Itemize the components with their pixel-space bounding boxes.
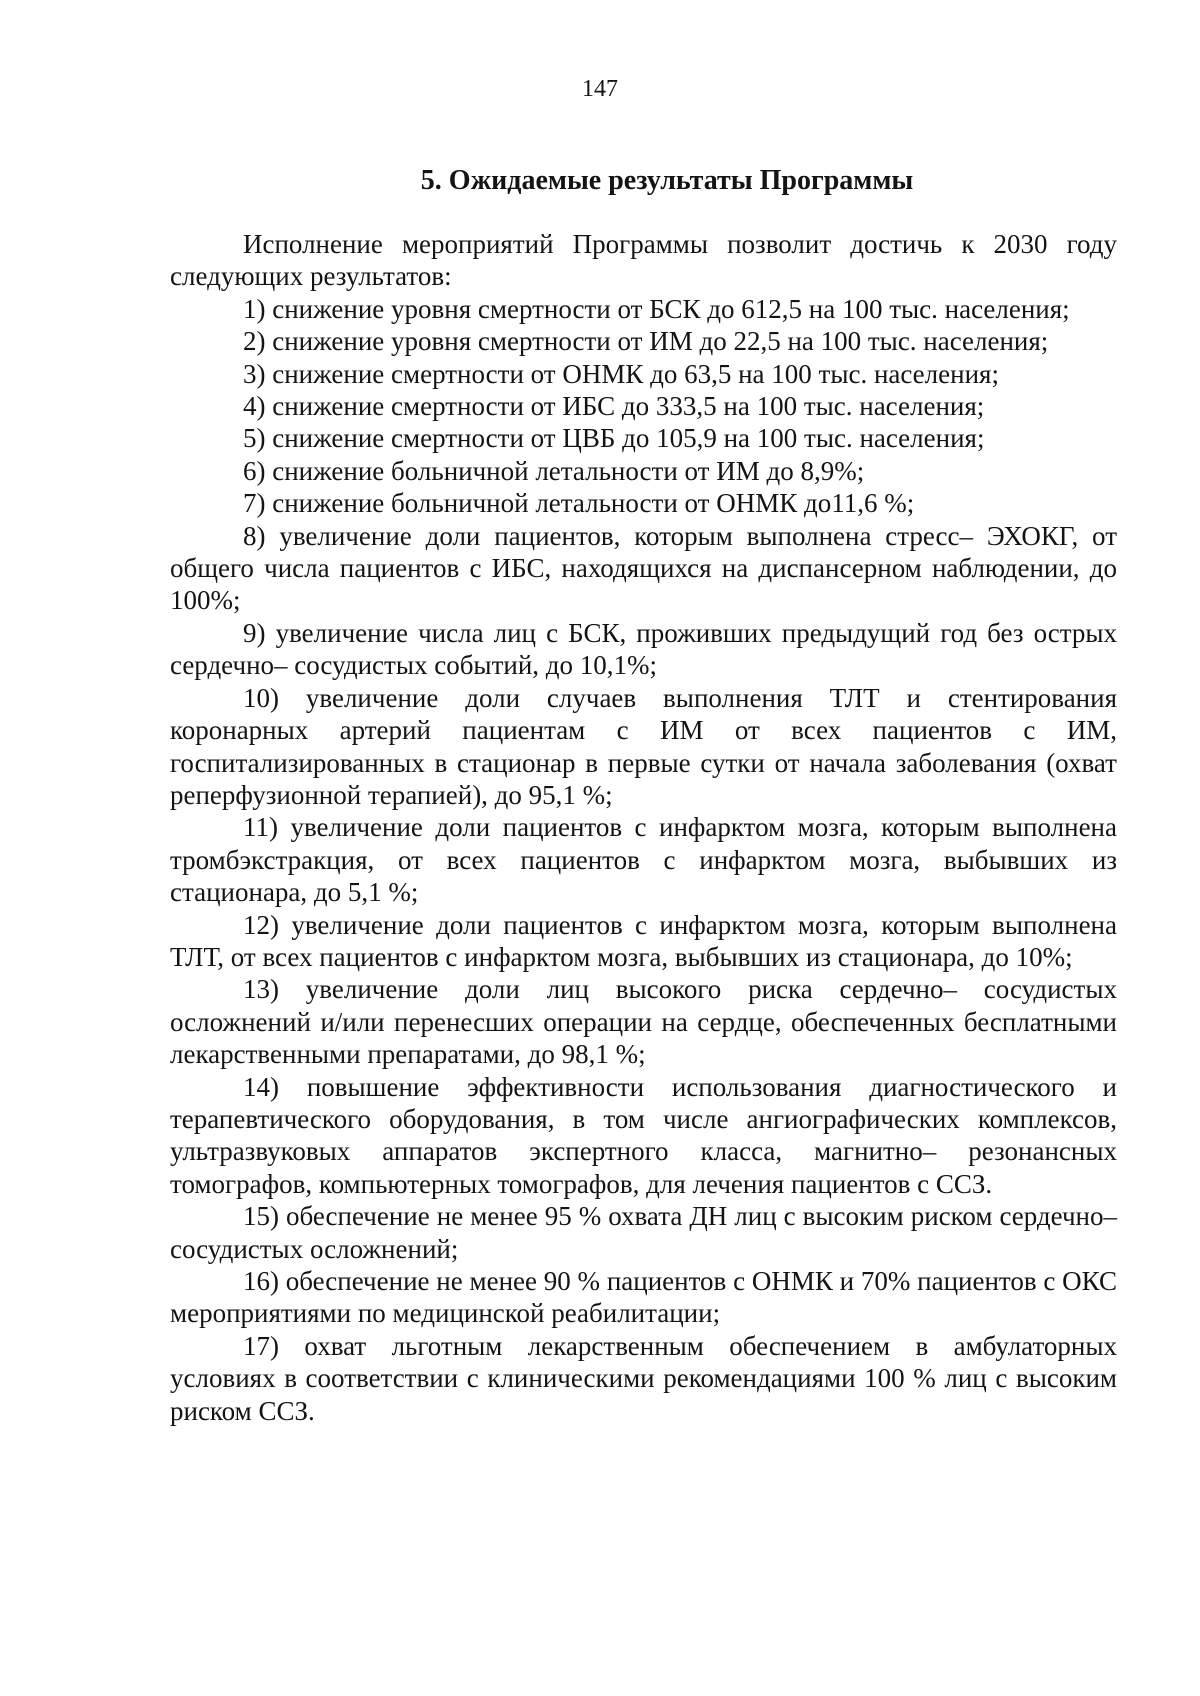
result-item: 2) снижение уровня смертности от ИМ до 22,5 на 100 тыс. населения; xyxy=(243,326,1049,357)
result-item: 1) снижение уровня смертности от БСК до 612,5 на 100 тыс. населения; xyxy=(243,293,1070,324)
result-item: 3) снижение смертности от ОНМК до 63,5 на 100 тыс. населения; xyxy=(243,358,999,389)
result-item: 7) снижение больничной летальности от ОНМК до11,6 %; xyxy=(243,488,915,519)
result-item: 6) снижение больничной летальности от ИМ до 8,9%; xyxy=(243,455,865,486)
result-item: 9) увеличение числа лиц с БСК, проживших предыдущий год без острых сердечно– сосудистых событий, до 10,1%; xyxy=(170,617,1117,681)
result-item: 13) увеличение доли лиц высокого риска сердечно– сосудистых осложнений и/или перенесших операции на сердце, обеспеченных бесплатными лекарственными препаратами, до 98,1 %; xyxy=(170,974,1117,1070)
body-text xyxy=(170,228,1117,1427)
result-item: 16) обеспечение не менее 90 % пациентов с ОНМК и 70% пациентов с ОКС мероприятиями по медицинской реабилитации; xyxy=(170,1266,1117,1329)
section-heading: 5. Ожидаемые результаты Программы xyxy=(420,165,914,196)
result-item: 11) увеличение доли пациентов с инфарктом мозга, которым выполнена тромбэкстракция, от всех пациентов с инфарктом мозга, выбывших из стационара, до 5,1 %; xyxy=(170,812,1117,908)
result-item: 17) охват льготным лекарственным обеспечением в амбулаторных условиях в соответствии с клиническими рекомендациями 100 % лиц с высоким риском ССЗ. xyxy=(170,1330,1117,1426)
intro-paragraph: Исполнение мероприятий Программы позволит достичь к 2030 году следующих результатов: xyxy=(170,229,1117,292)
result-item: 12) увеличение доли пациентов с инфарктом мозга, которым выполнена ТЛТ, от всех пациентов с инфарктом мозга, выбывших из стационара, до 10%; xyxy=(170,909,1117,972)
result-item: 8) увеличение доли пациентов, которым выполнена стресс– ЭХОКГ, от общего числа пациентов с ИБС, находящихся на диспансерном наблюдении, до 100%; xyxy=(170,520,1117,616)
result-item: 15) обеспечение не менее 95 % охвата ДН лиц с высоким риском сердечно– сосудистых осложнений; xyxy=(170,1201,1117,1264)
result-item: 14) повышение эффективности использования диагностического и терапевтического оборудования, в том числе ангиографических комплексов, ультразвуковых аппаратов экспертного класса, магнитно– резонансных томографов, компьютерных томографов, для лечения пациентов с ССЗ. xyxy=(170,1071,1117,1199)
result-item: 5) снижение смертности от ЦВБ до 105,9 на 100 тыс. населения; xyxy=(243,423,985,454)
result-item: 4) снижение смертности от ИБС до 333,5 на 100 тыс. населения; xyxy=(243,391,985,422)
result-item: 10) увеличение доли случаев выполнения ТЛТ и стентирования коронарных артерий пациентам с ИМ от всех пациентов с ИМ, госпитализированных в стационар в первые сутки от начала заболевания (охват реперфузионной терапией), до 95,1 %; xyxy=(170,682,1117,810)
page-number: 147 xyxy=(582,76,618,102)
